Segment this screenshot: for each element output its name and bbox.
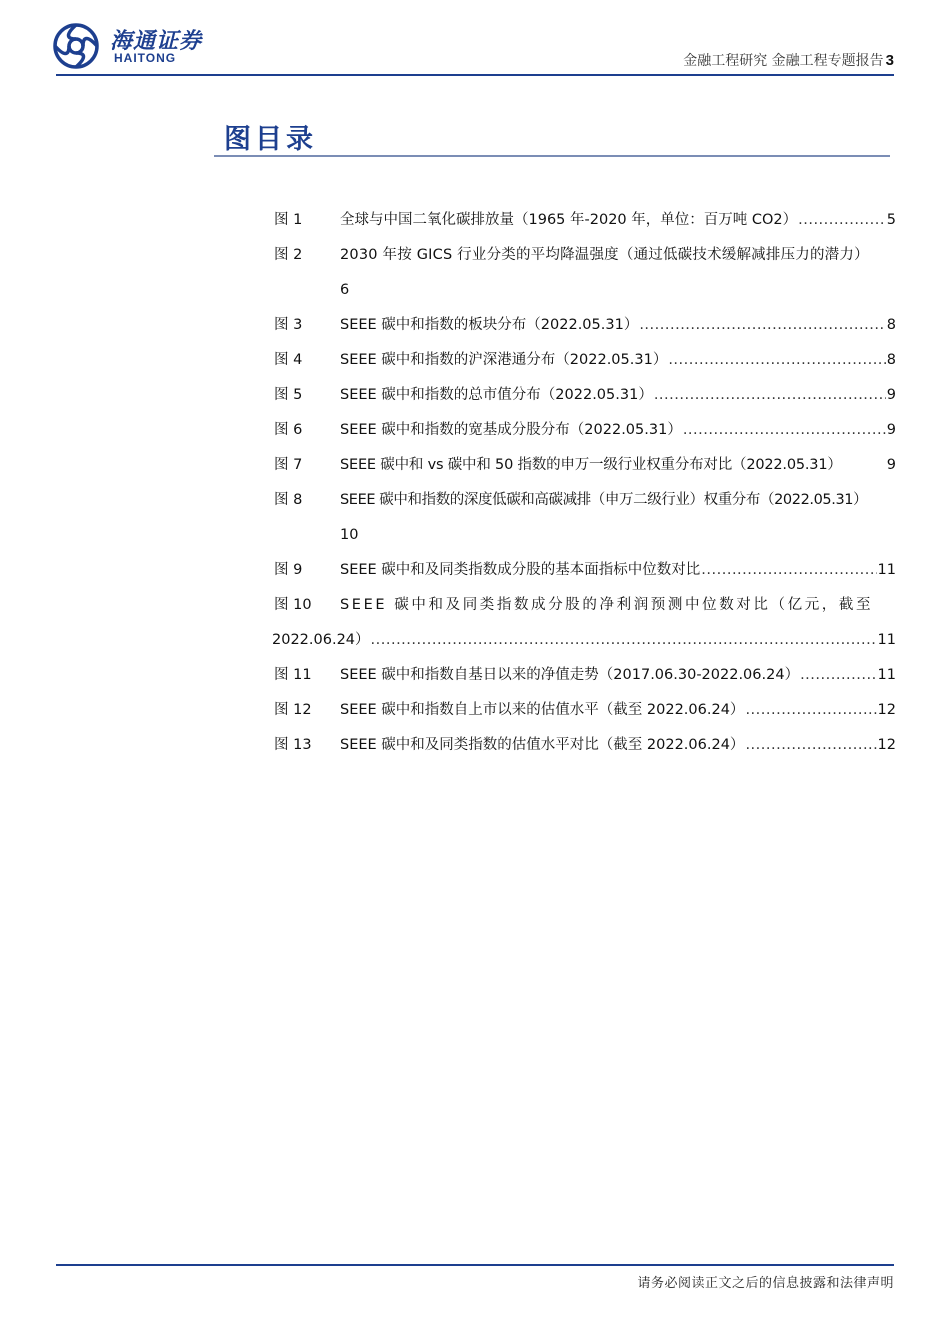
haitong-logo-icon [52, 22, 100, 70]
toc-entry-label: 图 4 [274, 352, 303, 368]
toc-entry-page: 11 [877, 562, 896, 578]
toc-leader [371, 630, 877, 650]
toc-entry-label: 图 5 [274, 387, 303, 403]
header-section-text: 金融工程研究 金融工程专题报告 [683, 53, 884, 69]
toc-entry-label: 图 3 [274, 317, 303, 333]
toc-entry-text: SEEE 碳中和指数自基日以来的净值走势（2017.06.30-2022.06.24） [340, 667, 800, 683]
toc-entry-label: 图 12 [274, 702, 312, 718]
toc-entry-label: 图 1 [274, 212, 303, 228]
toc-entry-text: 2030 年按 GICS 行业分类的平均降温强度（通过低碳技术缓解减排压力的潜力） [340, 247, 869, 263]
toc-entry-page: 12 [877, 737, 896, 753]
toc-entry-2-page[interactable]: 6 [340, 282, 350, 298]
toc-leader [745, 700, 876, 720]
toc-entry-label: 图 10 [274, 597, 312, 613]
page-title: 图目录 [224, 124, 317, 155]
toc-entry-page: 8 [886, 317, 896, 333]
toc-entry-text: SEEE 碳中和及同类指数成分股的净利润预测中位数对比（亿元，截至 [340, 597, 874, 613]
toc-entry-text: SEEE 碳中和及同类指数的估值水平对比（截至 2022.06.24） [340, 737, 745, 753]
toc-entry-label: 图 13 [274, 737, 312, 753]
toc-entry-text: SEEE 碳中和指数的深度低碳和高碳减排（申万二级行业）权重分布（2022.05.31） [340, 492, 868, 508]
toc-entry-text: SEEE 碳中和指数的总市值分布（2022.05.31） [340, 387, 653, 403]
toc-entry-label: 图 8 [274, 492, 303, 508]
toc-entry-page: 9 [886, 457, 896, 473]
toc-entry-label: 图 9 [274, 562, 303, 578]
toc-entry-label: 图 2 [274, 247, 303, 263]
toc-leader [745, 735, 876, 755]
toc-entry-page: 8 [886, 352, 896, 368]
toc-leader [701, 560, 876, 580]
toc-entry-text-cont: 2022.06.24） [272, 632, 370, 648]
footer-divider [56, 1264, 894, 1266]
toc-leader [800, 665, 876, 685]
toc-entry-label: 图 6 [274, 422, 303, 438]
toc-leader [654, 385, 886, 405]
footer-disclaimer: 请务必阅读正文之后的信息披露和法律声明 [637, 1276, 894, 1291]
toc-entry-text: SEEE 碳中和指数的沪深港通分布（2022.05.31） [340, 352, 668, 368]
toc-entry-page: 12 [877, 702, 896, 718]
title-underline [214, 155, 890, 157]
toc-entry-text: 全球与中国二氧化碳排放量（1965 年-2020 年，单位：百万吨 CO2） [340, 212, 798, 228]
toc-leader [798, 210, 886, 230]
header-section [683, 50, 894, 70]
toc-entry-page: 5 [886, 212, 896, 228]
toc-entry-label: 图 7 [274, 457, 303, 473]
toc-entry-label: 图 11 [274, 667, 312, 683]
haitong-logo [52, 22, 212, 70]
logo-english-name: HAITONG [114, 51, 177, 65]
toc-entry-text: SEEE 碳中和指数自上市以来的估值水平（截至 2022.06.24） [340, 702, 745, 718]
toc-entry-text: SEEE 碳中和指数的板块分布（2022.05.31） [340, 317, 639, 333]
toc-entry-page: 11 [877, 632, 896, 648]
toc-entry-text: SEEE 碳中和及同类指数成分股的基本面指标中位数对比 [340, 562, 701, 578]
toc-entry-8-page[interactable]: 10 [340, 527, 359, 543]
toc-entry-page: 11 [877, 667, 896, 683]
toc-leader [683, 420, 886, 440]
page-number: 3 [885, 52, 894, 69]
toc-leader [639, 315, 885, 335]
toc-entry-page: 9 [886, 422, 896, 438]
toc-entry-page: 9 [886, 387, 896, 403]
toc-leader [668, 350, 885, 370]
toc-entry-text: SEEE 碳中和 vs 碳中和 50 指数的申万一级行业权重分布对比（2022.05.31） [340, 457, 842, 473]
logo-chinese-name: 海通证券 [110, 28, 203, 54]
toc-entry-text: SEEE 碳中和指数的宽基成分股分布（2022.05.31） [340, 422, 682, 438]
header-divider [56, 74, 894, 76]
